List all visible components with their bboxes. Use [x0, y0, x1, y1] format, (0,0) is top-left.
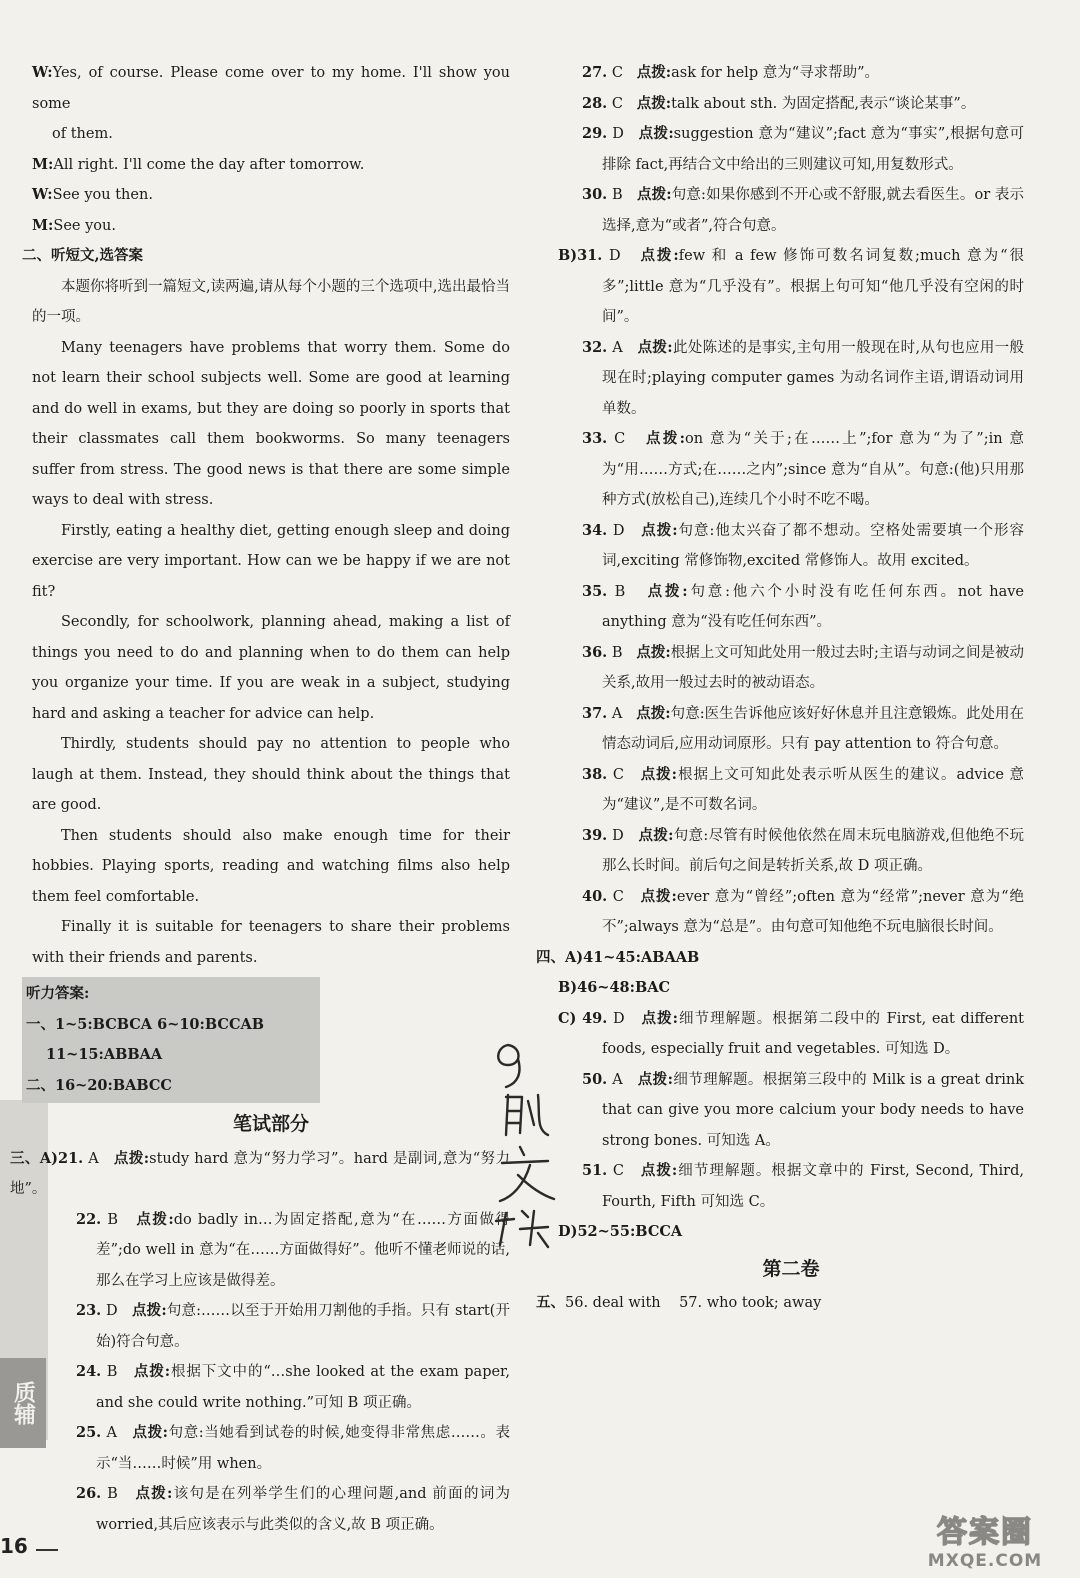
- site-logo: [900, 1510, 1070, 1571]
- answer-item: 34. D 点拨:句意:他太兴奋了都不想动。空格处需要填一个形容词,exciting 常修饰物,excited 常修饰人。故用 excited。: [582, 521, 1025, 569]
- answer-item: 26. B 点拨:该句是在列举学生们的心理问题,and 前面的词为 worried,其后应该表示与此类似的含义,故 B 项正确。: [76, 1485, 511, 1533]
- passage-paragraph: Finally it is suitable for teenagers to share their problems with their friends and parents.: [32, 919, 510, 966]
- right-column: [536, 58, 1025, 1319]
- answer-item: 28. C 点拨:talk about sth. 为固定搭配,表示“谈论某事”。: [582, 94, 976, 112]
- written-section-title: 笔试部分: [232, 1113, 309, 1135]
- listening-answer-line: 二、16~20:BABCC: [26, 1076, 172, 1094]
- passage-paragraph: Firstly, eating a healthy diet, getting enough sleep and doing exercise are very important. How can we be happy if we are not fit?: [32, 522, 510, 600]
- answer-item: 40. C 点拨:ever 意为“曾经”;often 意为“经常”;never 意为“绝不”;always 意为“总是”。由句意可知他绝不玩电脑很长时间。: [582, 887, 1024, 935]
- handwritten-note: [478, 1025, 573, 1255]
- answer-item: 27. C 点拨:ask for help 意为“寻求帮助”。: [582, 64, 880, 81]
- answer-item: 22. B 点拨:do badly in…为固定搭配,意为“在……方面做得差”;do well in 意为“在……方面做得好”。他听不懂老师说的话,那么在学习上应该是做得差。: [76, 1210, 511, 1289]
- answer-item: 三、A)21. A 点拨:study hard 意为“努力学习”。hard 是副词,意为“努力地”。: [10, 1149, 510, 1197]
- volume2-title: 第二卷: [762, 1257, 820, 1280]
- section4-line: 四、A)41~45:ABAAB: [536, 948, 700, 966]
- section2-instructions: 本题你将听到一篇短文,读两遍,请从每个小题的三个选项中,选出最恰当的一项。: [32, 278, 510, 325]
- section2-heading: 二、听短文,选答案: [22, 247, 144, 264]
- answer-item: 36. B 点拨:根据上文可知此处用一般过去时;主语与动词之间是被动关系,故用一般过去时的被动语态。: [582, 643, 1025, 691]
- answer-item: C) 49. D 点拨:细节理解题。根据第二段中的 First, eat different foods, especially fruit and vegetables. 可知选 D。: [558, 1009, 1025, 1057]
- section5-line: 五、56. deal with 57. who took; away: [536, 1294, 822, 1311]
- answer-item: 39. D 点拨:句意:尽管有时候他依然在周末玩电脑游戏,但他绝不玩那么长时间。前后句之间是转折关系,故 D 项正确。: [582, 826, 1025, 874]
- page-number: 16: [0, 1534, 28, 1558]
- passage-paragraph: Thirdly, students should pay no attention to people who laugh at them. Instead, they should think about the things that are good.: [32, 736, 510, 813]
- answer-item: 25. A 点拨:句意:当她看到试卷的时候,她变得非常焦虑……。表示“当……时候”用 when。: [76, 1424, 511, 1472]
- answer-item: B)31. D 点拨:few 和 a few 修饰可数名词复数;much 意为“很多”;little 意为“几乎没有”。根据上句可知“他几乎没有空闲的时间”。: [558, 247, 1025, 325]
- side-tab: 质辅: [0, 1358, 46, 1448]
- answer-item: 50. A 点拨:细节理解题。根据第三段中的 Milk is a great drink that can give you more calcium your body needs to have strong bones. 可知选 A。: [582, 1070, 1025, 1149]
- answer-item: 23. D 点拨:句意:……以至于开始用刀割他的手指。只有 start(开始)符合句意。: [76, 1302, 510, 1350]
- dialogue-line: W:See you then.: [32, 186, 153, 203]
- passage-paragraph: Secondly, for schoolwork, planning ahead, making a list of things you need to do and planning when to do them can help you organize your time. If you are weak in a subject, studying hard and asking a teacher for advice can help.: [32, 614, 510, 722]
- answer-item: 51. C 点拨:细节理解题。根据文章中的 First, Second, Third, Fourth, Fifth 可知选 C。: [582, 1162, 1025, 1210]
- answer-item: 35. B 点拨:句意:他六个小时没有吃任何东西。not have anything 意为“没有吃任何东西”。: [582, 582, 1025, 630]
- section4-line: B)46~48:BAC: [558, 979, 671, 996]
- answer-item: 24. B 点拨:根据下文中的“…she looked at the exam paper, and she could write nothing.”可知 B 项正确。: [76, 1363, 511, 1411]
- passage: [32, 333, 510, 974]
- dialogue: [32, 58, 510, 241]
- answer-item: 29. D 点拨:suggestion 意为“建议”;fact 意为“事实”,根据句意可排除 fact,再结合文中给出的三则建议可知,用复数形式。: [582, 125, 1025, 173]
- listening-answer-box: [22, 977, 320, 1103]
- right-answer-list: [558, 58, 1024, 943]
- answer-item: 30. B 点拨:句意:如果你感到不开心或不舒服,就去看医生。or 表示选择,意为“或者”,符合句意。: [582, 186, 1025, 234]
- passage-paragraph: Many teenagers have problems that worry them. Some do not learn their school subjects well. Some are good at learning and do well in exams, but they are doing so poorly in sports that their classmates call them bookworms. So many teenagers suffer from stress. The good news is that there are some simple ways to deal with stress.: [32, 339, 510, 508]
- answer-item: 33. C 点拨:on 意为“关于;在……上”;for 意为“为了”;in 意为“用……方式;在……之内”;since 意为“自从”。句意:(他)只用那种方式(放松自己),连续几个小时不吃不喝。: [582, 430, 1024, 508]
- dialogue-line: W:Yes, of course. Please come over to my home. I'll show you some: [32, 64, 510, 112]
- listening-answer-line: 一、1~5:BCBCA 6~10:BCCAB: [26, 1015, 264, 1033]
- answer-item: 37. A 点拨:句意:医生告诉他应该好好休息并且注意锻炼。此处用在情态动词后,应用动词原形。只有 pay attention to 符合句意。: [582, 704, 1025, 752]
- dialogue-line: M:See you.: [32, 216, 116, 234]
- dialogue-line-cont: of them.: [52, 126, 113, 142]
- answer-item: 32. A 点拨:此处陈述的是事实,主句用一般现在时,从句也应用一般现在时;playing computer games 为动名词作主语,谓语动词用单数。: [582, 338, 1025, 417]
- page-number-dash: [36, 1549, 58, 1551]
- logo-mark: 答案圈: [937, 1515, 1033, 1550]
- listening-answer-title: 听力答案:: [26, 985, 90, 1002]
- dialogue-line: M:All right. I'll come the day after tomorrow.: [32, 155, 365, 173]
- section4-d-line: D)52~55:BCCA: [558, 1223, 683, 1240]
- logo-url: MXQE.COM: [927, 1551, 1043, 1571]
- answer-item: 38. C 点拨:根据上文可知此处表示听从医生的建议。advice 意为“建议”,是不可数名词。: [582, 765, 1025, 813]
- listening-answer-line: 11~15:ABBAA: [46, 1046, 163, 1063]
- passage-paragraph: Then students should also make enough time for their hobbies. Playing sports, reading and watching films also help them feel comfortable.: [32, 827, 510, 905]
